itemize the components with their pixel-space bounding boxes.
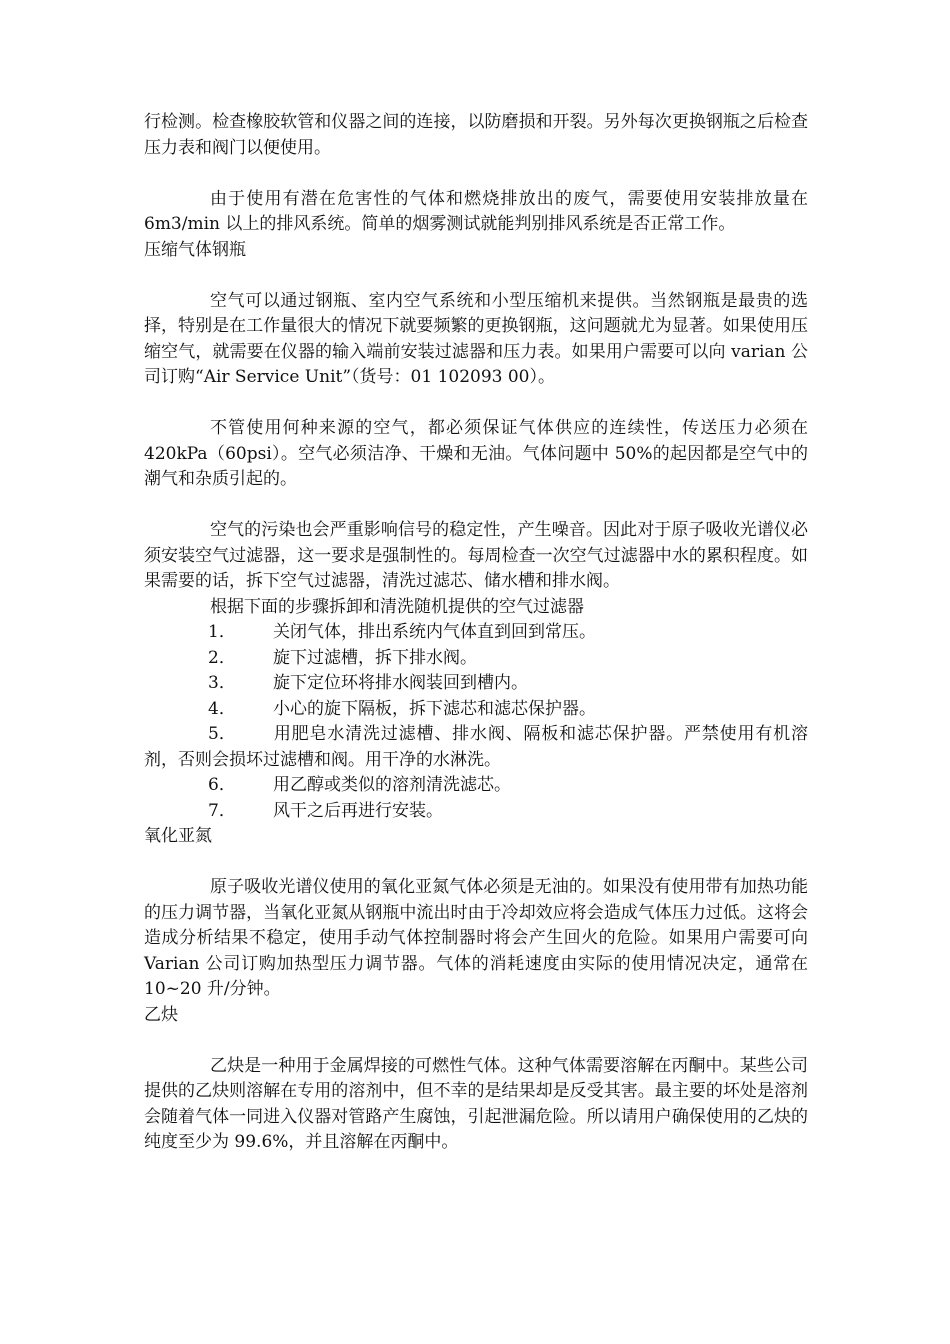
paragraph-steps-intro: 根据下面的步骤拆卸和清洗随机提供的空气过滤器: [210, 596, 584, 617]
paragraph-nitrous-oxide: 原子吸收光谱仪使用的氧化亚氮气体必须是无油的。如果没有使用带有加热功能的压力调节器，当氧化亚氮从钢瓶中流出时由于冷却效应将会造成气体压力过低。这将会造成分析结果不稳定，使用手动气体控制器时将会产生回火的危险。如果用户需要可向 Varian 公司订购加热型压力调节器。气体的消耗速度由实际的使用情况决定，通常在 10~20 升/分钟。: [144, 877, 808, 999]
step-item: [144, 799, 808, 825]
paragraph-acetylene: 乙炔是一种用于金属焊接的可燃性气体。这种气体需要溶解在丙酮中。某些公司提供的乙炔则溶解在专用的溶剂中，但不幸的是结果却是反受其害。最主要的坏处是溶剂会随着气体一同进入仪器对管路产生腐蚀，引起泄漏危险。所以请用户确保使用的乙炔的纯度至少为 99.6%，并且溶解在丙酮中。: [144, 1055, 808, 1152]
step-text: 用肥皂水清洗过滤槽、排水阀、隔板和滤芯保护器。严禁使用有机溶剂，否则会损坏过滤槽和阀。用干净的水淋洗。: [144, 724, 808, 770]
paragraph-1: 行检测。检查橡胶软管和仪器之间的连接，以防磨损和开裂。另外每次更换钢瓶之后检查压力表和阀门以便使用。: [144, 112, 808, 158]
heading-nitrous-oxide: 氧化亚氮: [144, 826, 212, 846]
spacer: [144, 850, 808, 876]
step-number: 7．: [208, 800, 236, 821]
heading-compressed-gas: 压缩气体钢瓶: [144, 239, 246, 260]
step-text: 风干之后再进行安装。: [273, 800, 443, 821]
spacer: [144, 161, 808, 187]
step-number: 2．: [208, 647, 236, 668]
spacer: [144, 391, 808, 417]
spacer: [144, 493, 808, 519]
step-item: [144, 722, 808, 773]
step-number: 5．: [208, 724, 236, 744]
step-item: [144, 620, 808, 646]
step-item: [144, 773, 808, 799]
step-number: 4．: [208, 698, 236, 719]
step-text: 小心的旋下隔板，拆下滤芯和滤芯保护器。: [273, 698, 596, 719]
paragraph-air-supply: 空气可以通过钢瓶、室内空气系统和小型压缩机来提供。当然钢瓶是最贵的选择，特别是在工作量很大的情况下就要频繁的更换钢瓶，这问题就尤为显著。如果使用压缩空气，就需要在仪器的输入端前安装过滤器和压力表。如果用户需要可以向 varian 公司订购“Air Service Unit”（货号：01 102093 00）。: [144, 290, 808, 387]
spacer: [144, 1028, 808, 1054]
step-item: [144, 697, 808, 723]
step-number: 6．: [208, 775, 236, 795]
step-text: 关闭气体，排出系统内气体直到回到常压。: [273, 622, 596, 642]
document-page: [144, 110, 808, 1156]
paragraph-exhaust: 由于使用有潜在危害性的气体和燃烧排放出的废气，需要使用安装排放量在 6m3/min 以上的排风系统。简单的烟雾测试就能判别排风系统是否正常工作。: [144, 188, 808, 234]
step-text: 用乙醇或类似的溶剂清洗滤芯。: [273, 775, 511, 795]
step-number: 1．: [208, 622, 236, 642]
step-item: [144, 646, 808, 672]
step-item: [144, 671, 808, 697]
heading-acetylene: 乙炔: [144, 1004, 178, 1025]
step-text: 旋下过滤槽，拆下排水阀。: [273, 647, 477, 668]
step-text: 旋下定位环将排水阀装回到槽内。: [273, 673, 528, 693]
step-number: 3．: [208, 673, 236, 693]
paragraph-air-filter: 空气的污染也会严重影响信号的稳定性，产生噪音。因此对于原子吸收光谱仪必须安装空气过滤器，这一要求是强制性的。每周检查一次空气过滤器中水的累积程度。如果需要的话，拆下空气过滤器，清洗过滤芯、储水槽和排水阀。: [144, 520, 808, 591]
spacer: [144, 263, 808, 289]
paragraph-air-pressure: 不管使用何种来源的空气，都必须保证气体供应的连续性，传送压力必须在 420kPa（60psi）。空气必须洁净、干燥和无油。气体问题中 50%的起因都是空气中的潮气和杂质引起的。: [144, 418, 808, 489]
